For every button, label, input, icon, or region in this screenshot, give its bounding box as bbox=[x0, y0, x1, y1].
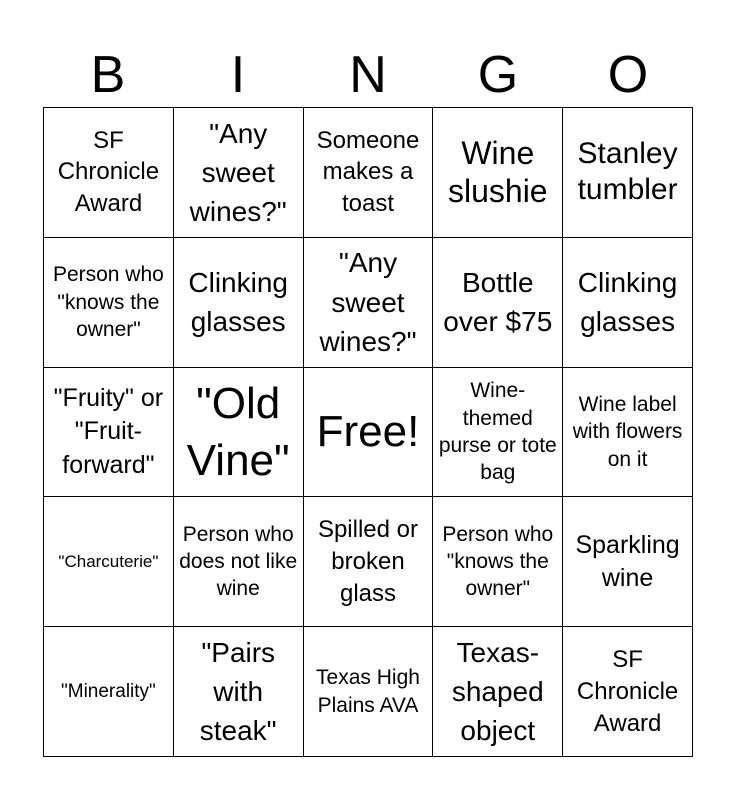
bingo-cell[interactable] bbox=[44, 108, 174, 238]
bingo-cell[interactable] bbox=[433, 497, 563, 627]
free-space[interactable] bbox=[304, 368, 434, 498]
cell-text: "Any sweet wines?" bbox=[189, 117, 287, 227]
cell-text: Bottle over $75 bbox=[443, 267, 553, 338]
cell-text: "Pairs with steak" bbox=[199, 636, 277, 747]
cell-text: Wine slushie bbox=[447, 135, 548, 210]
bingo-grid bbox=[43, 107, 693, 757]
header-letter-n: N bbox=[349, 46, 387, 104]
header-letter-o: O bbox=[607, 46, 649, 104]
bingo-cell[interactable] bbox=[174, 497, 304, 627]
header-letter-i: I bbox=[230, 46, 246, 104]
cell-text: SF Chronicle Award bbox=[57, 126, 160, 218]
bingo-cell[interactable] bbox=[304, 238, 434, 368]
cell-text: "Fruity" or "Fruit-forward" bbox=[53, 384, 164, 479]
cell-text: Sparkling wine bbox=[575, 530, 680, 592]
cell-text: "Charcuterie" bbox=[58, 552, 159, 572]
bingo-cell[interactable] bbox=[174, 108, 304, 238]
cell-text: SF Chronicle Award bbox=[576, 645, 679, 737]
bingo-cell[interactable] bbox=[433, 108, 563, 238]
free-space-text: Free! bbox=[316, 406, 420, 456]
bingo-cell[interactable] bbox=[44, 238, 174, 368]
cell-text: Person who "knows the owner" bbox=[52, 263, 164, 341]
cell-text: Someone makes a toast bbox=[316, 126, 420, 218]
cell-text: Stanley tumbler bbox=[577, 137, 678, 207]
bingo-cell[interactable] bbox=[304, 627, 434, 757]
header-letter-b: B bbox=[90, 46, 126, 104]
bingo-cell[interactable] bbox=[563, 368, 693, 498]
cell-text: Wine-themed purse or tote bag bbox=[438, 379, 557, 485]
cell-text: Person who "knows the owner" bbox=[442, 522, 554, 601]
bingo-cell[interactable] bbox=[174, 627, 304, 757]
cell-text: "Old Vine" bbox=[186, 378, 290, 485]
bingo-cell[interactable] bbox=[563, 108, 693, 238]
cell-text: Clinking glasses bbox=[577, 267, 678, 338]
bingo-cell[interactable] bbox=[563, 627, 693, 757]
cell-text: "Minerality" bbox=[61, 680, 156, 702]
bingo-cell[interactable] bbox=[44, 627, 174, 757]
bingo-cell[interactable] bbox=[563, 238, 693, 368]
bingo-cell[interactable] bbox=[563, 497, 693, 627]
bingo-cell[interactable] bbox=[433, 368, 563, 498]
cell-text: Spilled or broken glass bbox=[317, 515, 419, 607]
cell-text: Texas High Plains AVA bbox=[316, 666, 420, 717]
bingo-cell[interactable] bbox=[433, 627, 563, 757]
bingo-cell[interactable] bbox=[433, 238, 563, 368]
bingo-cell[interactable] bbox=[304, 497, 434, 627]
cell-text: Clinking glasses bbox=[188, 267, 288, 338]
bingo-header bbox=[43, 44, 693, 106]
cell-text: Person who does not like wine bbox=[179, 522, 298, 601]
cell-text: Wine label with flowers on it bbox=[572, 393, 683, 471]
bingo-cell[interactable] bbox=[44, 497, 174, 627]
cell-text: "Any sweet wines?" bbox=[319, 247, 417, 357]
bingo-cell[interactable] bbox=[174, 368, 304, 498]
bingo-cell[interactable] bbox=[174, 238, 304, 368]
header-letter-g: G bbox=[477, 46, 519, 104]
cell-text: Texas-shaped object bbox=[451, 636, 544, 747]
bingo-cell[interactable] bbox=[44, 368, 174, 498]
bingo-cell[interactable] bbox=[304, 108, 434, 238]
